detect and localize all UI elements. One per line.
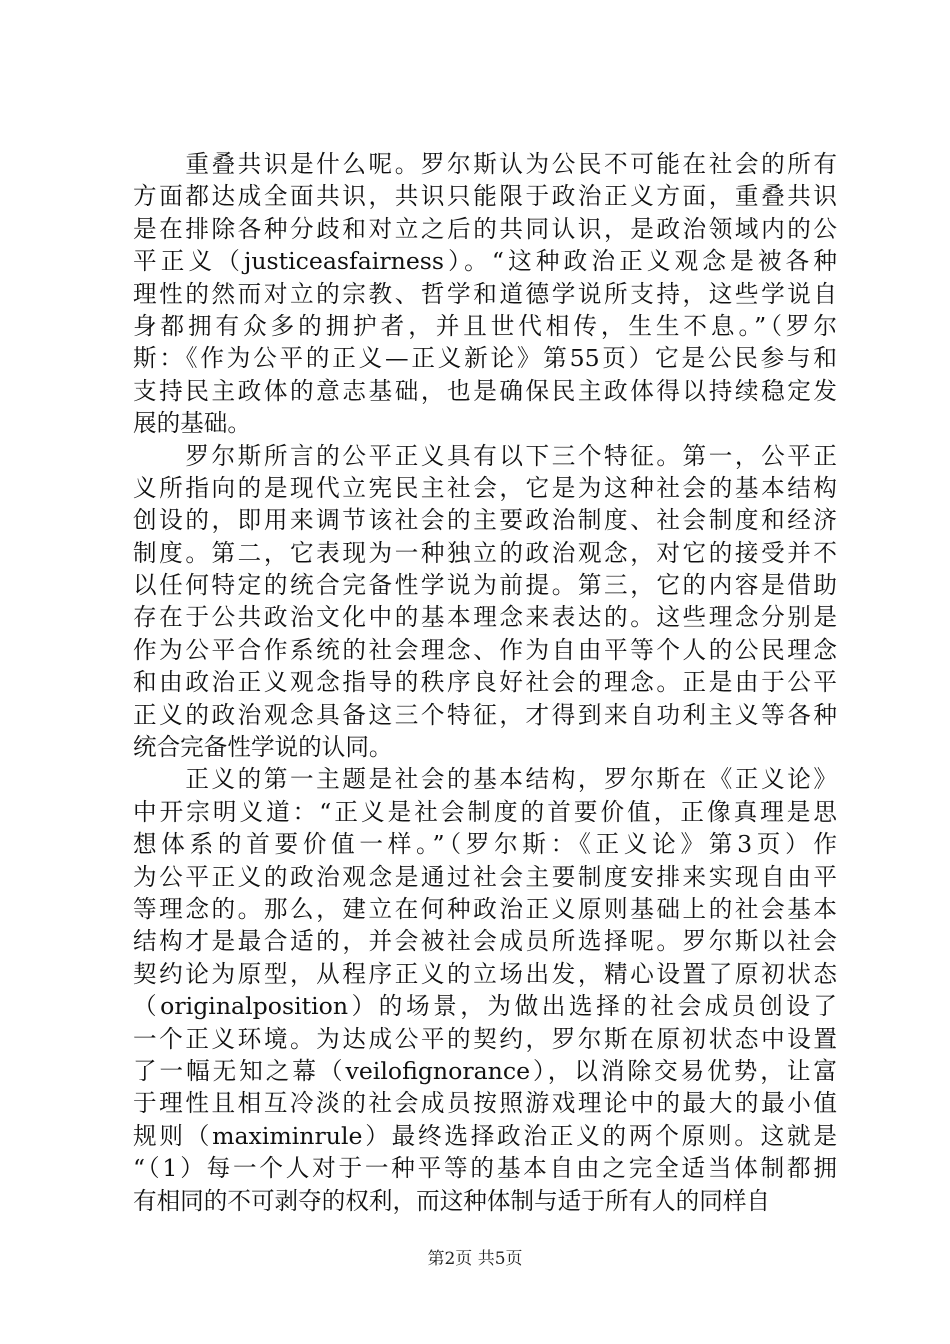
text-line: 斯：《作为公平的正义—正义新论》第55页）它是公民参与和 (133, 344, 837, 373)
paragraph (133, 148, 837, 440)
text-line: 中开宗明义道：“正义是社会制度的首要价值，正像真理是思 (133, 797, 837, 826)
page-footer: 第2页 共5页 (427, 1249, 523, 1269)
text-line: 规则（maximinrule）最终选择政治正义的两个原则。这就是 (133, 1121, 837, 1150)
text-line: 契约论为原型，从程序正义的立场出发，精心设置了原初状态 (133, 959, 837, 988)
text-line: 了一幅无知之幕（veilofignorance），以消除交易优势，让富 (133, 1056, 837, 1085)
text-line: 正义的政治观念具备这三个特征，才得到来自功利主义等各种 (133, 700, 837, 729)
text-line: 正义的第一主题是社会的基本结构，罗尔斯在《正义论》 (133, 765, 837, 794)
text-line: 创设的，即用来调节该社会的主要政治制度、社会制度和经济 (133, 506, 837, 535)
text-line: 为公平正义的政治观念是通过社会主要制度安排来实现自由平 (133, 862, 837, 891)
text-line: 重叠共识是什么呢。罗尔斯认为公民不可能在社会的所有 (133, 150, 837, 178)
text-line: 作为公平合作系统的社会理念、作为自由平等个人的公民理念 (133, 635, 837, 664)
text-line: 等理念的。那么，建立在何种政治正义原则基础上的社会基本 (133, 894, 837, 923)
text-line: 想体系的首要价值一样。”（罗尔斯：《正义论》第3页）作 (133, 830, 837, 859)
document-body (133, 148, 837, 1217)
text-line: 和由政治正义观念指导的秩序良好社会的理念。正是由于公平 (133, 668, 837, 697)
paragraph (133, 763, 837, 1216)
text-line: 一个正义环境。为达成公平的契约，罗尔斯在原初状态中设置 (133, 1024, 837, 1053)
text-line: 统合完备性学说的认同。 (133, 733, 393, 762)
text-line: 方面都达成全面共识，共识只能限于政治正义方面，重叠共识 (133, 182, 837, 211)
text-line: 义所指向的是现代立宪民主社会，它是为这种社会的基本结构 (133, 473, 837, 502)
text-line: 以任何特定的统合完备性学说为前提。第三，它的内容是借助 (133, 571, 837, 600)
text-line: 结构才是最合适的，并会被社会成员所选择呢。罗尔斯以社会 (133, 927, 837, 956)
text-line: 理性的然而对立的宗教、哲学和道德学说所支持，这些学说自 (133, 279, 837, 308)
text-line: （originalposition）的场景，为做出选择的社会成员创设了 (133, 992, 837, 1021)
text-line: 制度。第二，它表现为一种独立的政治观念，对它的接受并不 (133, 538, 837, 567)
text-line: 支持民主政体的意志基础，也是确保民主政体得以持续稳定发 (133, 376, 837, 405)
text-line: 于理性且相互冷淡的社会成员按照游戏理论中的最大的最小值 (133, 1089, 837, 1118)
text-line: 有相同的不可剥夺的权利，而这种体制与适于所有人的同样自 (133, 1186, 771, 1215)
text-line: “（1）每一个人对于一种平等的基本自由之完全适当体制都拥 (133, 1154, 837, 1183)
text-line: 罗尔斯所言的公平正义具有以下三个特征。第一，公平正 (133, 441, 837, 470)
text-line: 是在排除各种分歧和对立之后的共同认识，是政治领域内的公 (133, 214, 837, 243)
text-line: 身都拥有众多的拥护者，并且世代相传，生生不息。”（罗尔 (133, 311, 837, 340)
text-line: 平正义（justiceasfairness）。“这种政治正义观念是被各种 (133, 247, 837, 276)
text-line: 存在于公共政治文化中的基本理念来表达的。这些理念分别是 (133, 603, 837, 632)
text-line: 展的基础。 (133, 409, 251, 438)
paragraph (133, 440, 837, 764)
